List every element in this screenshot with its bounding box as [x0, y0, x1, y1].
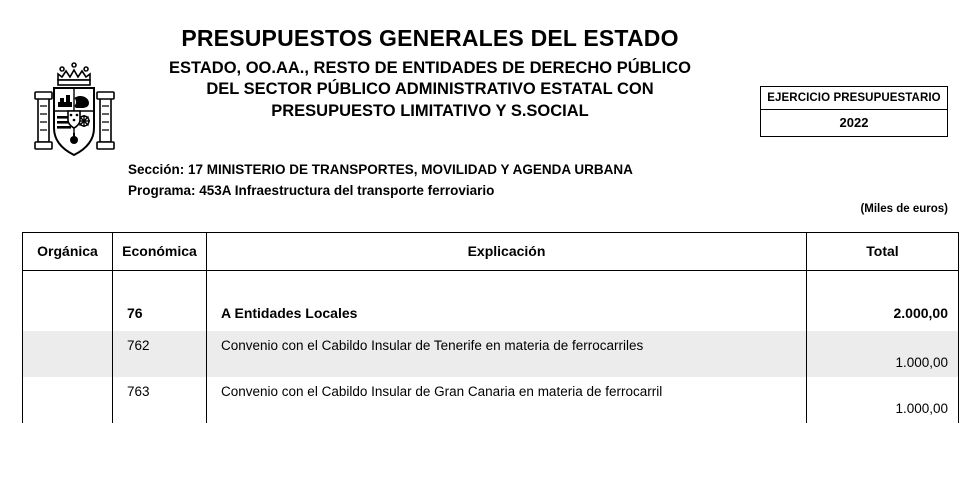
- cell-organica-text: [23, 299, 112, 317]
- table-row: [23, 377, 959, 423]
- cell-economica-text: 762: [127, 337, 150, 353]
- cell-economica: [113, 331, 207, 377]
- column-header-explicacion: Explicación: [207, 233, 807, 271]
- title-block: [120, 26, 740, 122]
- cell-total-text: 1.000,00: [895, 354, 948, 370]
- cell-organica: [23, 299, 113, 331]
- spacer-economica: [113, 271, 207, 300]
- cell-total: [807, 331, 959, 377]
- column-header-organica: Orgánica: [23, 233, 113, 271]
- table-row: [23, 299, 959, 331]
- programa-line: Programa: 453A Infraestructura del transporte ferroviario: [128, 182, 495, 198]
- budget-table-wrapper: [22, 232, 958, 423]
- spain-coat-of-arms-icon: [28, 58, 124, 168]
- page-title: PRESUPUESTOS GENERALES DEL ESTADO: [181, 25, 679, 51]
- cell-organica: [23, 377, 113, 423]
- cell-explicacion: [207, 331, 807, 377]
- exercise-year: 2022: [839, 115, 869, 130]
- cell-total: [807, 377, 959, 423]
- table-spacer-row: [23, 271, 959, 300]
- spacer-total: [807, 271, 959, 300]
- exercise-box: [760, 86, 948, 137]
- page-subtitle-line-1: ESTADO, OO.AA., RESTO DE ENTIDADES DE DERECHO PÚBLICO: [169, 59, 691, 78]
- table-header-row: [23, 233, 959, 271]
- spacer-organica: [23, 271, 113, 300]
- spacer-explicacion: [207, 271, 807, 300]
- cell-economica-text: 763: [127, 383, 150, 399]
- cell-economica: [113, 299, 207, 331]
- units-note: (Miles de euros): [860, 203, 948, 215]
- page-subtitle: [120, 58, 740, 121]
- cell-explicacion: [207, 377, 807, 423]
- cell-total: [807, 299, 959, 331]
- cell-economica: [113, 377, 207, 423]
- budget-table: [22, 232, 959, 423]
- column-header-economica: Económica: [113, 233, 207, 271]
- cell-explicacion: [207, 299, 807, 331]
- cell-economica-text: 76: [127, 305, 143, 321]
- page-subtitle-line-3: PRESUPUESTO LIMITATIVO Y S.SOCIAL: [271, 101, 589, 120]
- cell-explicacion-text: A Entidades Locales: [221, 305, 358, 321]
- cell-organica-text: [23, 331, 112, 349]
- cell-explicacion-text: Convenio con el Cabildo Insular de Gran Canaria en materia de ferrocarril: [221, 383, 663, 399]
- cell-total-text: 1.000,00: [895, 400, 948, 416]
- cell-organica-text: [23, 377, 112, 395]
- cell-explicacion-text: Convenio con el Cabildo Insular de Tenerife en materia de ferrocarriles: [221, 337, 644, 353]
- seccion-line: Sección: 17 MINISTERIO DE TRANSPORTES, MOVILIDAD Y AGENDA URBANA: [128, 162, 633, 177]
- table-row: [23, 331, 959, 377]
- page-subtitle-line-2: DEL SECTOR PÚBLICO ADMINISTRATIVO ESTATAL CON: [206, 80, 654, 99]
- cell-organica: [23, 331, 113, 377]
- document-meta: [128, 160, 633, 202]
- column-header-total: Total: [807, 233, 959, 271]
- cell-total-text: 2.000,00: [893, 305, 948, 321]
- exercise-label: EJERCICIO PRESUPUESTARIO: [761, 87, 947, 110]
